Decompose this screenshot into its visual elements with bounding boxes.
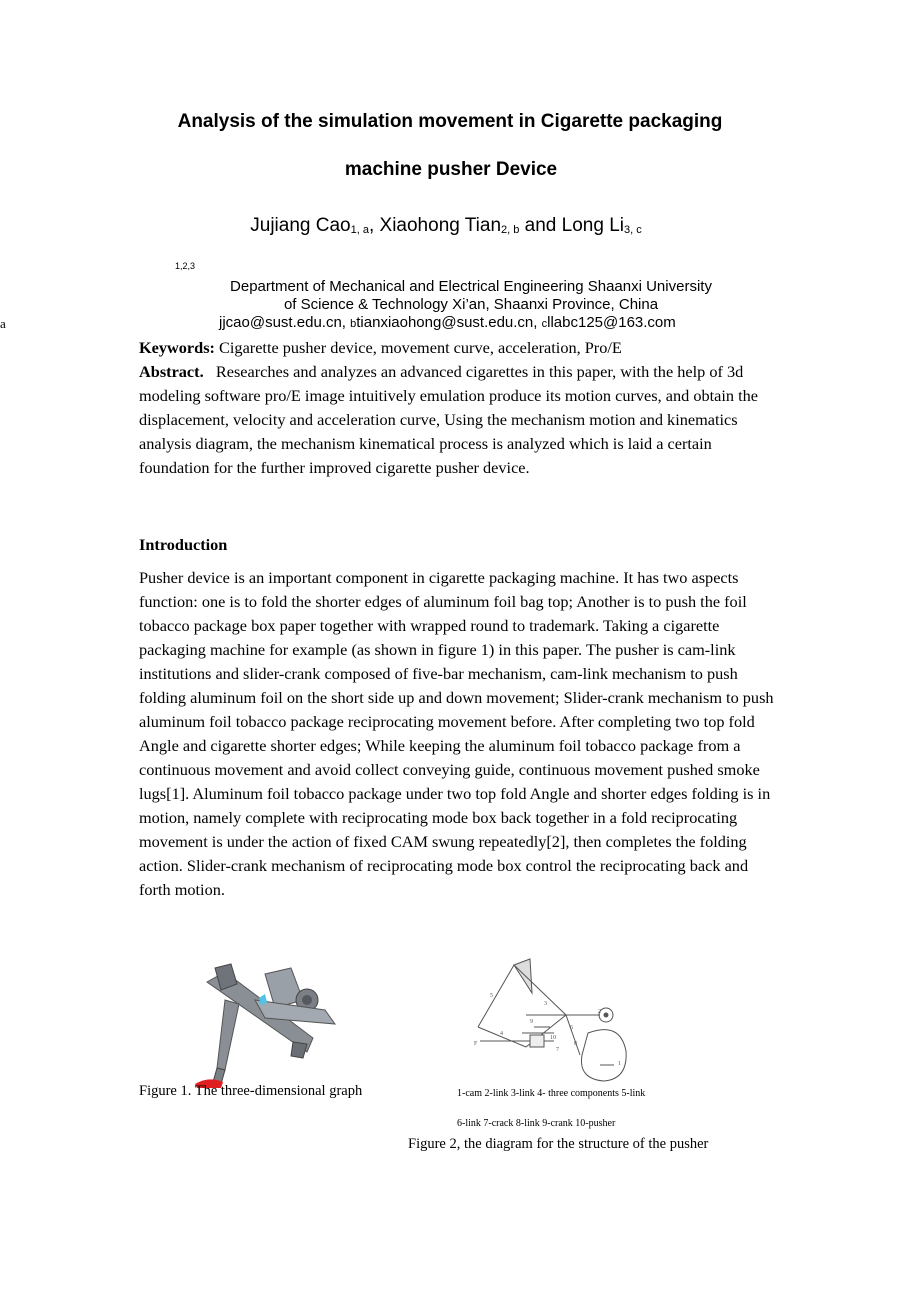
keywords [139, 336, 779, 360]
author-name: Jujiang Cao [250, 215, 351, 236]
author-name: Long Li [561, 215, 624, 236]
author-superscript: 1, a [350, 224, 369, 236]
email-b: tianxiaohong@sust.edu.cn, [356, 314, 542, 331]
diagram-label: 8 [574, 1041, 577, 1047]
keywords-text: Cigarette pusher device, movement curve, acceleration, Pro/E [214, 338, 622, 357]
figure1-image [195, 960, 345, 1088]
email-c: llabc125@163.com [547, 314, 676, 331]
paper-title-line2: machine pusher Device [344, 159, 558, 180]
diagram-label: 10 [550, 1035, 556, 1041]
abstract-text: Researches and analyzes an advanced cigarettes in this paper, with the help of 3d modeling software pro/E image intuitively emulation produce its motion curves, and obtain the displacement, velocity and acceleration curve, Using the mechanism motion and kinematics analysis diagram, the mechanism kinematical process is analyzed which is laid a certain foundation for the further improved cigarette pusher device. [139, 362, 758, 477]
figure2-linkage [478, 959, 626, 1081]
email-a: jjcao@sust.edu.cn, [219, 314, 351, 331]
author-name: Xiaohong Tian [379, 215, 502, 236]
author-superscript: 3, c [624, 224, 642, 236]
abstract [139, 360, 779, 480]
email-marker-b: b [350, 318, 357, 330]
figure2-legend-line2: 6-link 7-crack 8-link 9-crank 10-pusher [457, 1118, 616, 1129]
email-line [219, 314, 676, 331]
introduction-paragraph [139, 566, 779, 902]
paper-title-line1: Analysis of the simulation movement in Cigarette packaging [177, 111, 723, 132]
author-superscript: 2, b [501, 224, 520, 236]
author-line [0, 215, 892, 237]
author-separator: and [519, 215, 562, 236]
diagram-label: 3 [544, 1001, 547, 1007]
diagram-label: 5 [490, 993, 493, 999]
diagram-label: 1 [618, 1061, 621, 1067]
section-heading-introduction: Introduction [139, 535, 228, 554]
diagram-label: 9 [530, 1019, 533, 1025]
affiliation-marker: 1,2,3 [175, 261, 196, 271]
introduction-text: Pusher device is an important component in cigarette packaging machine. It has two aspects function: one is to fold the shorter edges of aluminum foil bag top; Another is to push the foil tobacco package box paper together with wrapped round to trademark. Taking a cigarette packaging machine for example (as shown in figure 1) in this paper. The pusher is cam-link institutions and slider-crank composed of five-bar mechanism, cam-link mechanism to push folding aluminum foil on the short side up and down movement; Slider-crank mechanism to push aluminum foil tobacco package reciprocating movement before. After completing two top fold Angle and cigarette shorter edges; While keeping the aluminum foil tobacco package from a continuous movement and avoid collect conveying guide, continuous movement pushed smoke lugs[1]. Aluminum foil tobacco package under two top fold Angle and shorter edges folding is in motion, namely complete with reciprocating mode box back together in a fold reciprocating movement is under the action of fixed CAM swung repeatedly[2], then completes the folding action. Slider-crank mechanism of reciprocating mode box control the reciprocating back and forth motion. [139, 568, 774, 899]
figure2-diagram [470, 955, 640, 1085]
diagram-label: 7 [556, 1047, 559, 1053]
diagram-label: F [474, 1041, 478, 1047]
figure1-caption: Figure 1. The three-dimensional graph [139, 1083, 363, 1099]
diagram-label: 6 [570, 1025, 573, 1031]
abstract-label: Abstract. [139, 362, 204, 381]
figure2-legend-line1: 1-cam 2-link 3-link 4- three components 5-link [457, 1088, 646, 1099]
affiliation-line1: Department of Mechanical and Electrical Engineering Shaanxi University [230, 278, 712, 295]
email-marker-a: a [0, 316, 6, 331]
diagram-label: 2 [598, 1009, 601, 1015]
affiliation-line2: of Science & Technology Xi’an, Shaanxi Province, China [283, 296, 659, 313]
figure1-model [195, 964, 335, 1088]
keywords-label: Keywords: [139, 338, 215, 357]
diagram-label: 4 [500, 1031, 503, 1037]
figure2-caption: Figure 2, the diagram for the structure of the pusher [408, 1136, 709, 1152]
author-separator: , [368, 215, 380, 236]
email-marker-c: c [541, 318, 548, 330]
